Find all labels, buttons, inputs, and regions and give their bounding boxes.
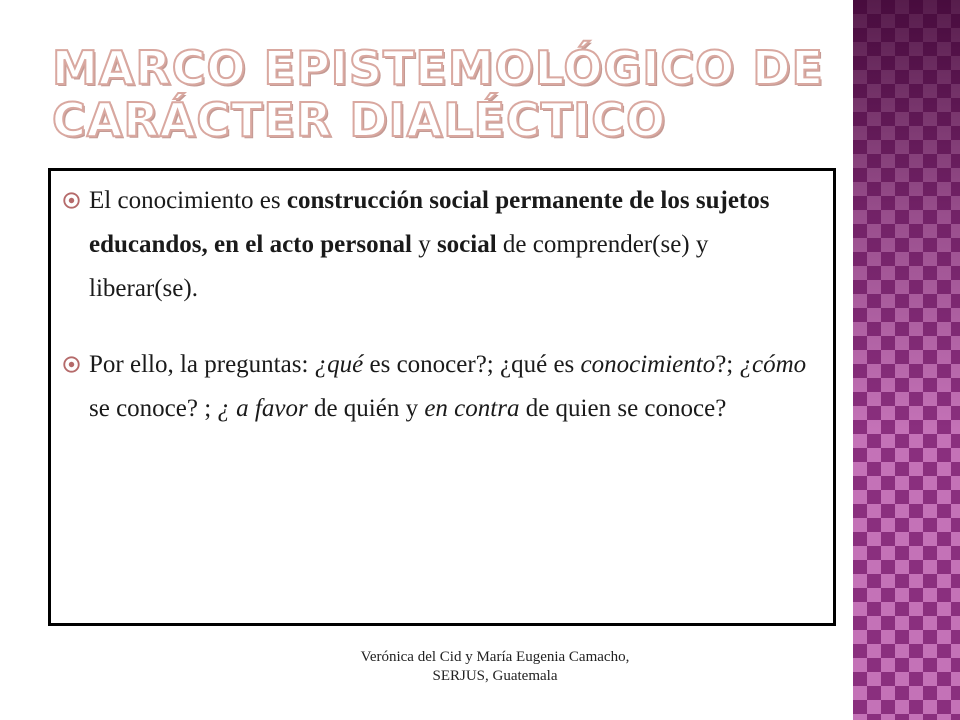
text-segment-italic: ¿qué xyxy=(314,351,364,378)
text-segment-italic: conocimiento xyxy=(580,351,716,378)
bullet-text-1 xyxy=(89,179,813,311)
text-segment-bold: construcción social permanente de los sujetos educandos, en el acto personal xyxy=(89,187,770,258)
text-segment-normal: de quien se conoce? xyxy=(519,395,727,422)
target-bullet-icon xyxy=(63,356,80,373)
slide-title-line-2: CARÁCTER DIALÉCTICO xyxy=(52,93,667,147)
text-segment-normal: y xyxy=(411,231,437,258)
bullet-item-2 xyxy=(63,343,813,431)
footer-credit xyxy=(330,648,660,686)
text-segment-normal: El conocimiento es xyxy=(89,187,287,214)
text-segment-normal: se conoce? ; xyxy=(89,395,218,422)
text-segment-normal: es conocer?; ¿qué es xyxy=(363,351,581,378)
text-segment-italic: en contra xyxy=(424,395,520,422)
text-segment-bold: social xyxy=(436,231,497,258)
text-segment-italic: ¿cómo xyxy=(739,351,807,378)
text-segment-italic: ¿ a favor xyxy=(217,395,308,422)
text-segment-normal: ?; xyxy=(715,351,740,378)
slide-title xyxy=(52,42,842,146)
target-bullet-icon xyxy=(63,192,80,209)
text-segment-normal: Por ello, la preguntas: xyxy=(89,351,315,378)
content-box xyxy=(48,168,836,626)
slide-title-line-1: MARCO EPISTEMOLÓGICO DE xyxy=(52,41,824,95)
text-segment-normal: de comprender(se) y liberar(se). xyxy=(89,231,709,302)
footer-line-2: SERJUS, Guatemala xyxy=(432,668,558,684)
bullet-text-2 xyxy=(89,343,813,431)
bullet-item-1 xyxy=(63,179,813,311)
footer-line-1: Verónica del Cid y María Eugenia Camacho, xyxy=(360,649,630,665)
side-panel-shade xyxy=(853,0,960,720)
text-segment-normal: de quién y xyxy=(307,395,425,422)
